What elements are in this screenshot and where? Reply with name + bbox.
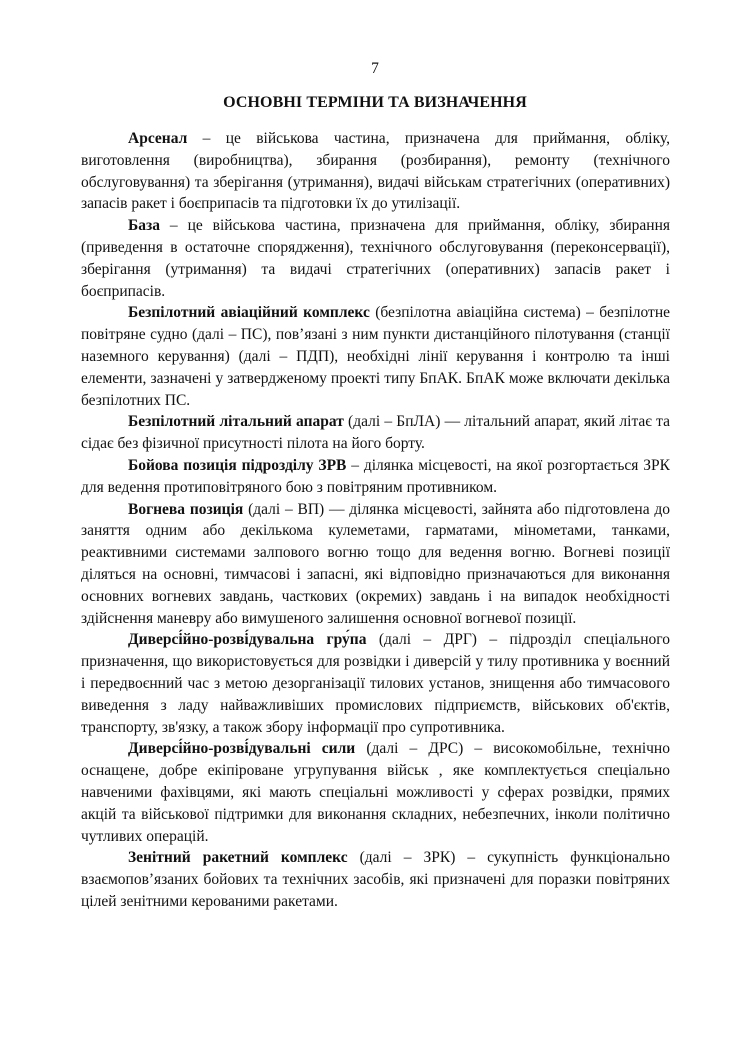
page-title: ОСНОВНІ ТЕРМІНИ ТА ВИЗНАЧЕННЯ — [223, 94, 527, 111]
term: Вогнева позиція — [128, 500, 244, 518]
term: Безпілотний літальний апарат — [128, 413, 344, 431]
definition-text: (далі – ВП) — ділянка місцевості, зайнята або підготовлена до заняття одним або декількома кулеметами, гарматами, мінометами, танками, реактивними системами залпового вогню тощо для ведення вогню. Вогневі позиції діляться на основні, тимчасові і запасні, які відповідно призначаються для виконання основних вогневих завдань, часткових (окремих) завдань і на випадок необхідності здійснення маневру або вимушеного залишення основної вогневої позиції. — [81, 500, 670, 627]
term: Арсенал — [128, 130, 188, 147]
term: Бойова позиція підрозділу ЗРВ — [128, 456, 347, 474]
definition-base — [81, 215, 670, 302]
definition-sabotage-forces — [81, 738, 670, 847]
term: Диверсі́йно-розві́дувальні сили — [128, 740, 356, 758]
definition-firing-position — [81, 499, 670, 630]
term: Зенітний ракетний комплекс — [128, 849, 348, 867]
definition-sam-system — [81, 847, 670, 912]
definition-text: – це військова частина, призначена для приймання, обліку, виготовлення (виробництва), збирання (розбирання), ремонту (технічного обслуговування) та зберігання (утримання), видачі військам стратегічних (оперативних) запасів ракет і боєприпасів та підготовки їх до утилізації. — [81, 130, 670, 213]
term: Безпілотний авіаційний комплекс — [128, 304, 370, 322]
definition-text: – ділянка місцевості, на якої розгортається ЗРК для ведення протиповітряного бою з повітряним противником. — [81, 456, 670, 496]
definition-uav — [81, 411, 670, 455]
definition-text: (далі – ДРС) – високомобільне, технічно оснащене, добре екіпіроване угрупування військ , яке комплектується спеціально навченими фахівцями, які мають спеціальні можливості у сферах розвідки, прямих акцій та військової підтримки для виконання складних, небезпечних, інколи політично чутливих операцій. — [81, 740, 670, 845]
term: Диверсі́йно-розві́дувальна гру́па — [128, 631, 367, 649]
definition-text: – це військова частина, призначена для приймання, обліку, збирання (приведення в остаточне спорядження), технічного обслуговування (переконсервації), зберігання (утримання) та видачі стратегічних (оперативних) запасів ракет і боєприпасів. — [81, 217, 670, 300]
definitions-list — [81, 128, 670, 913]
definition-uas — [81, 302, 670, 411]
definition-text: (далі – ДРГ) – підрозділ спеціального призначення, що використовується для розвідки і диверсій у тилу противника у воєнний і передвоєнний час з метою дезорганізації тилових установ, знищення або тимчасового виведення з ладу найважливіших промислових підприємств, військових об'єктів, транспорту, зв'язку, а також збору інформації про супротивника. — [81, 631, 670, 736]
definition-sabotage-group — [81, 629, 670, 738]
definition-text: (далі – БпЛА) — літальний апарат, який літає та сідає без фізичної присутності пілота на його борту. — [81, 413, 670, 453]
page-number: 7 — [371, 60, 379, 77]
definition-text: (безпілотна авіаційна система) – безпілотне повітряне судно (далі – ПС), пов’язані з ним пункти дистанційного пілотування (станції наземного керування) (далі – ПДП), необхідні лінії керування і контролю та інші елементи, зазначені у затвердженому проекті типу БпАК. БпАК може включати декілька безпілотних ПС. — [81, 304, 670, 409]
definition-combat-position — [81, 455, 670, 499]
definition-text: (далі – ЗРК) – сукупність функціонально взаємопов’язаних бойових та технічних засобів, які призначені для поразки повітряних цілей зенітними керованими ракетами. — [81, 849, 670, 910]
term: База — [128, 217, 160, 235]
definition-arsenal — [81, 128, 670, 215]
